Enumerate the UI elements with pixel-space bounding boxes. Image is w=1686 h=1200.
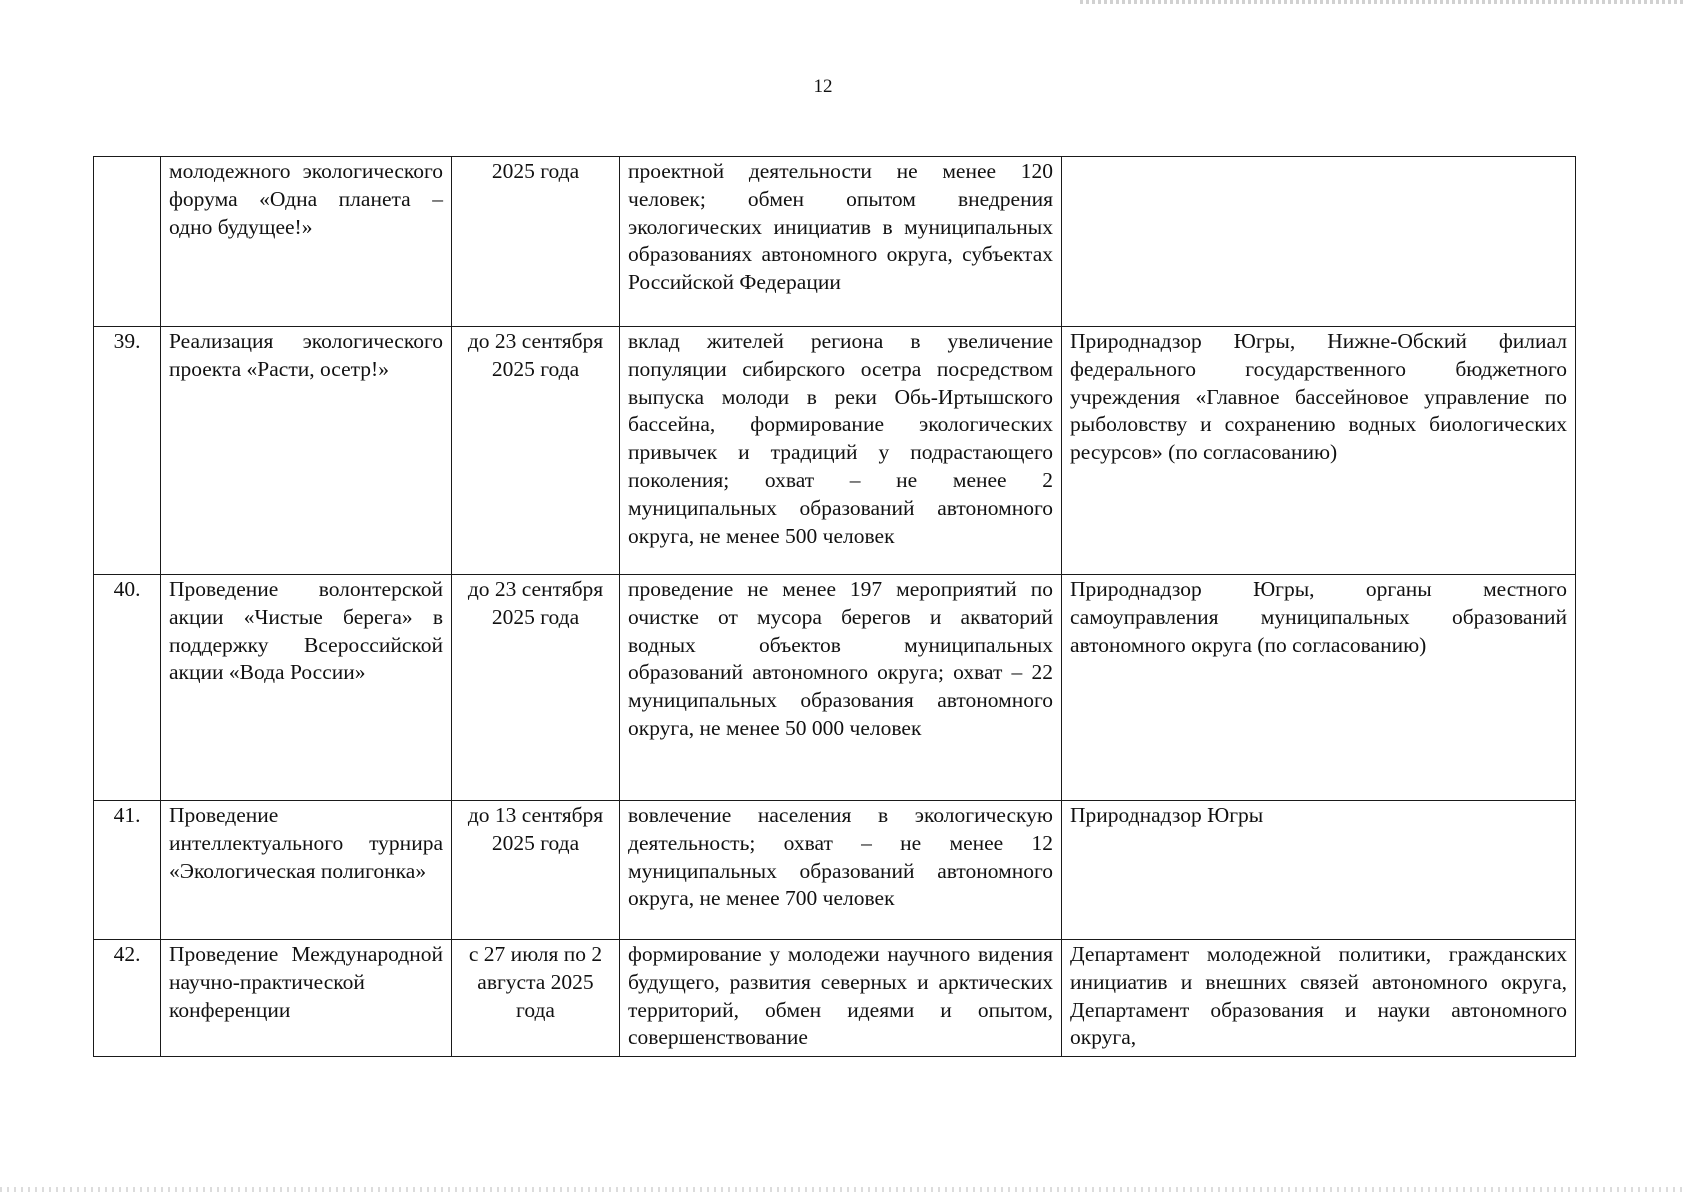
event-deadline: 2025 года [452, 157, 620, 327]
event-deadline: с 27 июля по 2 августа 2025 года [452, 940, 620, 1057]
event-result: вовлечение населения в экологическую деятельность; охват – не менее 12 муниципальных образований автономного округа, не менее 700 человек [620, 801, 1062, 940]
event-responsible: Природнадзор Югры, Нижне-Обский филиал федерального государственного бюджетного учреждения «Главное бассейновое управление по рыболовству и сохранению водных биологических ресурсов» (по согласованию) [1062, 327, 1576, 575]
event-name: Реализация экологического проекта «Расти, осетр!» [161, 327, 452, 575]
scan-edge-bottom [0, 1187, 1686, 1192]
event-deadline: до 23 сентября 2025 года [452, 327, 620, 575]
table-row [94, 940, 1576, 1057]
page-number: 12 [813, 76, 833, 97]
table-row [94, 575, 1576, 801]
table-row [94, 801, 1576, 940]
event-responsible: Природнадзор Югры, органы местного самоуправления муниципальных образований автономного округа (по согласованию) [1062, 575, 1576, 801]
table-row [94, 327, 1576, 575]
row-number: 42. [94, 940, 161, 1057]
events-table [93, 156, 1576, 1057]
row-number [94, 157, 161, 327]
row-number: 39. [94, 327, 161, 575]
event-result: формирование у молодежи научного видения будущего, развития северных и арктических территорий, обмен идеями и опытом, совершенствование [620, 940, 1062, 1057]
row-number: 40. [94, 575, 161, 801]
event-result: проектной деятельности не менее 120 человек; обмен опытом внедрения экологических инициатив в муниципальных образованиях автономного округа, субъектах Российской Федерации [620, 157, 1062, 327]
event-name: молодежного экологического форума «Одна планета – одно будущее!» [161, 157, 452, 327]
scan-edge-top [1080, 0, 1686, 4]
event-name: Проведение интеллектуального турнира «Экологическая полигонка» [161, 801, 452, 940]
event-name: Проведение Международной научно-практической конференции [161, 940, 452, 1057]
event-result: вклад жителей региона в увеличение популяции сибирского осетра посредством выпуска молоди в реки Обь-Иртышского бассейна, формирование экологических привычек и традиций у подрастающего поколения; охват – не менее 2 муниципальных образований автономного округа, не менее 500 человек [620, 327, 1062, 575]
event-result: проведение не менее 197 мероприятий по очистке от мусора берегов и акваторий водных объектов муниципальных образований автономного округа; охват – 22 муниципальных образования автономного округа, не менее 50 000 человек [620, 575, 1062, 801]
event-deadline: до 23 сентября 2025 года [452, 575, 620, 801]
row-number: 41. [94, 801, 161, 940]
event-name: Проведение волонтерской акции «Чистые берега» в поддержку Всероссийской акции «Вода России» [161, 575, 452, 801]
event-responsible: Природнадзор Югры [1062, 801, 1576, 940]
event-responsible: Департамент молодежной политики, гражданских инициатив и внешних связей автономного округа, Департамент образования и науки автономного округа, [1062, 940, 1576, 1057]
table-row [94, 157, 1576, 327]
event-responsible [1062, 157, 1576, 327]
event-deadline: до 13 сентября 2025 года [452, 801, 620, 940]
